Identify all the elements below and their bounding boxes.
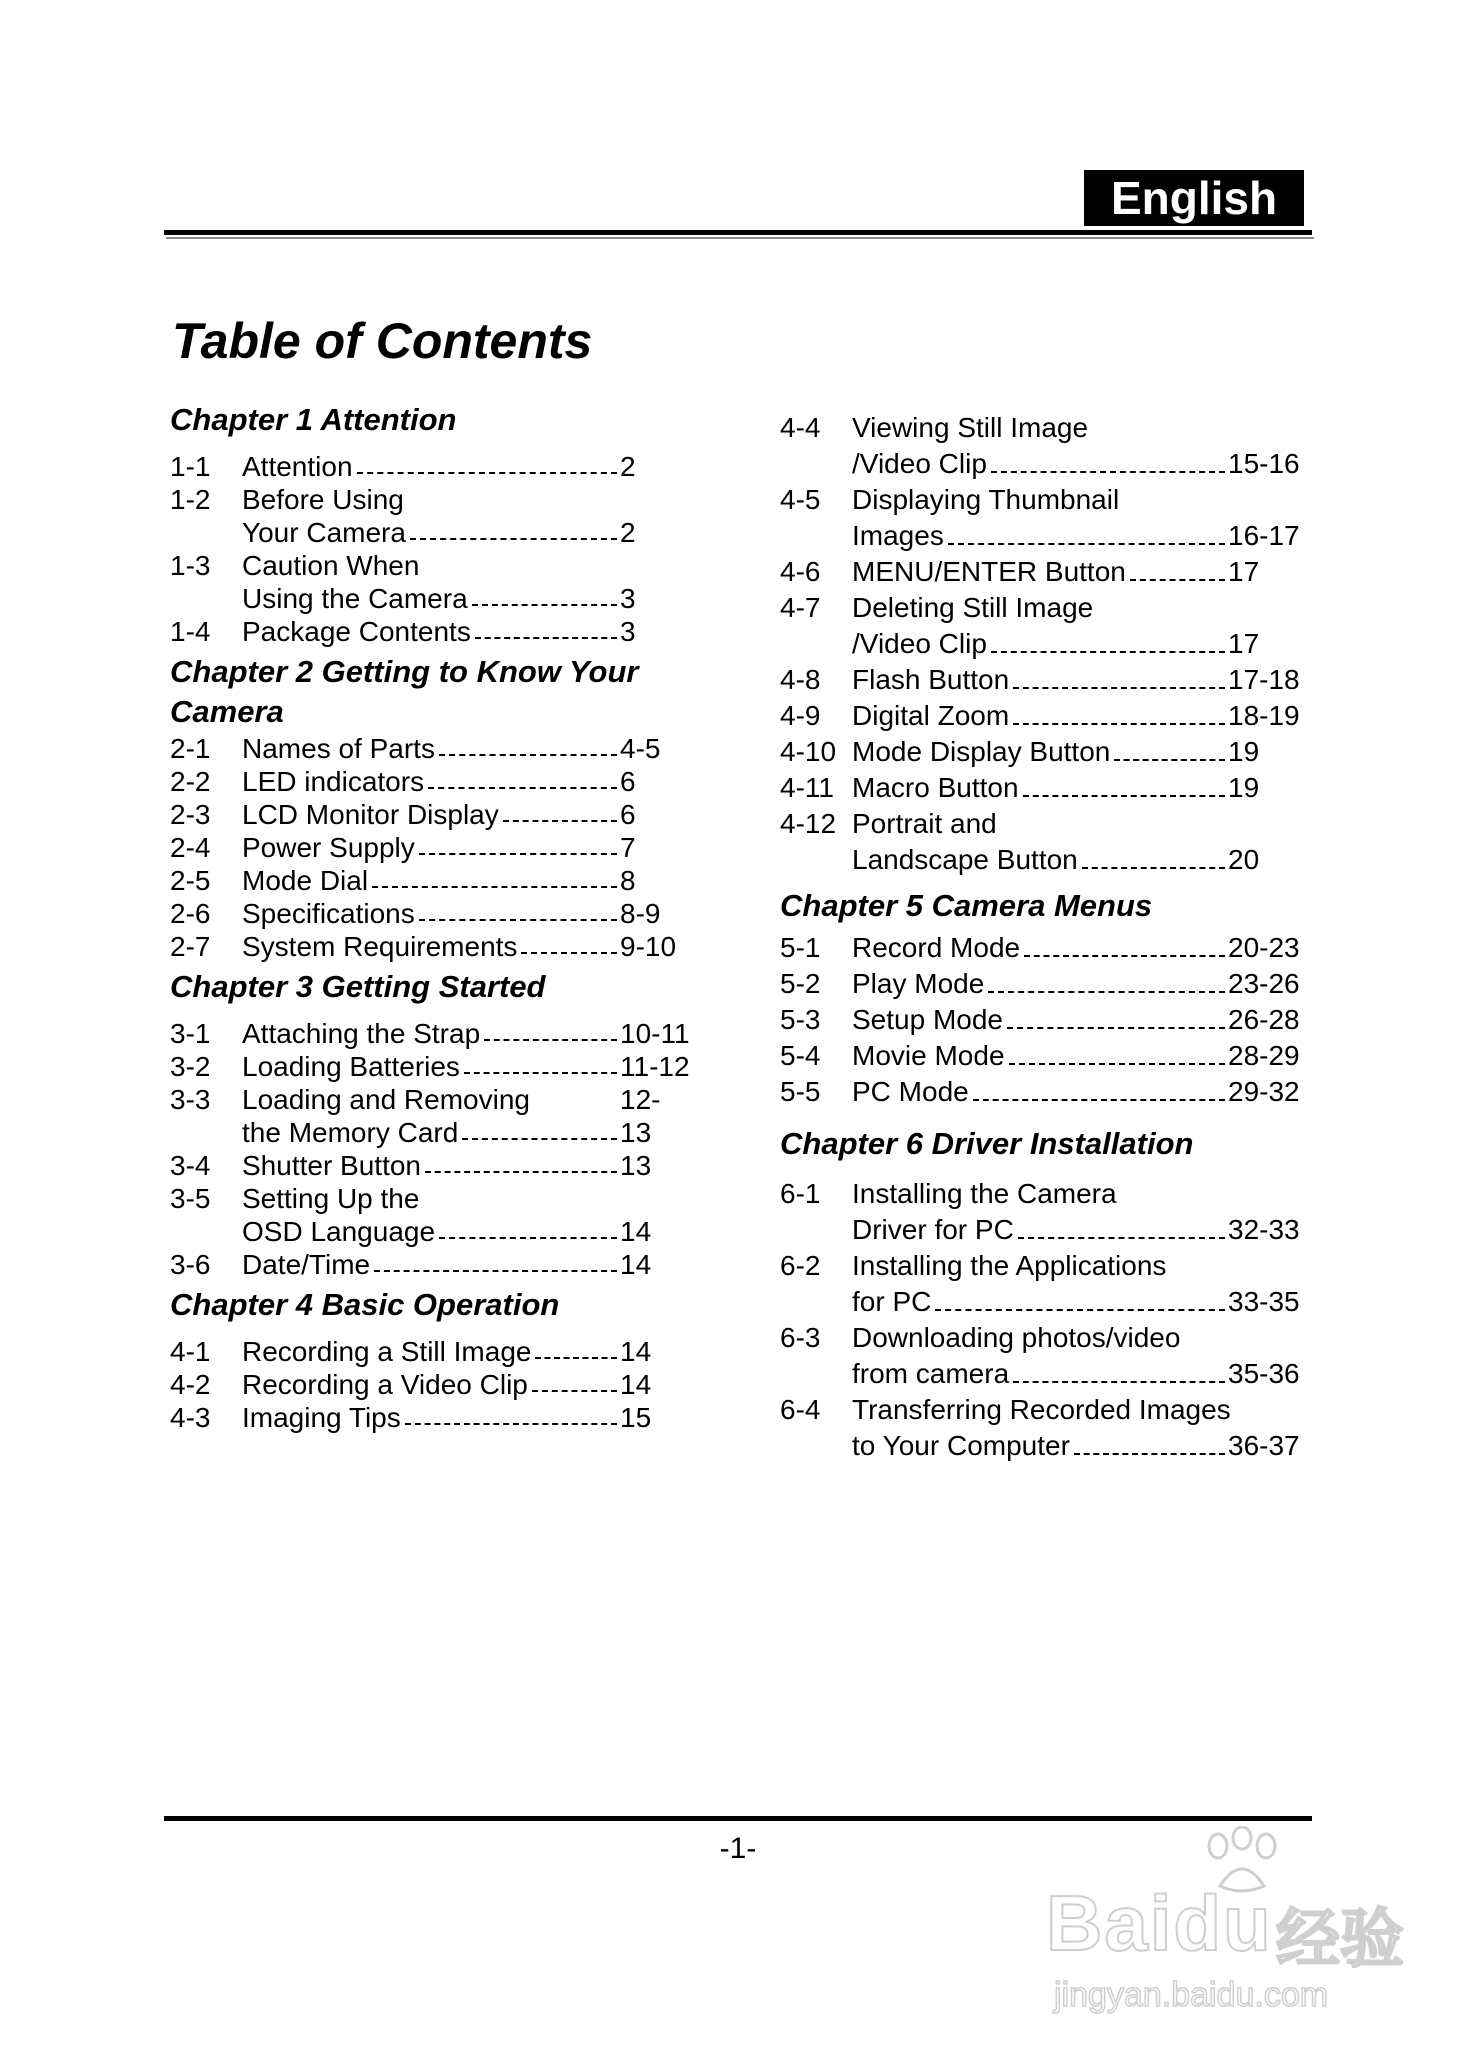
entry-page: 35-36	[1228, 1358, 1300, 1389]
entry-page: 28-29	[1228, 1040, 1300, 1071]
entry-number: 4-4	[780, 412, 821, 443]
chapter-heading: Camera	[170, 694, 284, 729]
entry-page: 2	[620, 517, 636, 548]
dot-leader	[472, 604, 617, 606]
toc-entry	[780, 410, 1300, 482]
chapter-heading: Chapter 4 Basic Operation	[170, 1287, 560, 1322]
entry-number: 4-3	[170, 1402, 211, 1433]
toc-line	[780, 1212, 1300, 1248]
entry-page: 8-9	[620, 898, 661, 929]
entry-title: the Memory Card	[242, 1117, 459, 1148]
dot-leader	[1018, 1237, 1225, 1239]
toc-entry	[780, 1002, 1300, 1038]
dot-leader	[1013, 1381, 1225, 1383]
toc-entry	[170, 765, 690, 798]
entry-page: 14	[620, 1369, 652, 1400]
toc-entry	[780, 770, 1300, 806]
toc-line	[170, 1050, 690, 1083]
toc-line	[170, 1182, 690, 1215]
toc-line	[170, 798, 690, 831]
entry-number: 2-5	[170, 865, 211, 896]
toc-entry	[170, 1050, 690, 1083]
dot-leader	[1007, 1027, 1225, 1029]
entry-title: Deleting Still Image	[852, 592, 1094, 623]
toc-entry	[780, 1392, 1300, 1464]
entry-page: 23-26	[1228, 968, 1300, 999]
toc-entry	[170, 1401, 690, 1434]
dot-leader	[1023, 795, 1225, 797]
toc-line	[780, 662, 1300, 698]
toc-line	[170, 1368, 690, 1401]
dot-leader	[419, 853, 617, 855]
entry-number: 4-5	[780, 484, 821, 515]
entry-title: /Video Clip	[852, 628, 987, 659]
header-rule	[164, 230, 1312, 235]
entry-page: 32-33	[1228, 1214, 1300, 1245]
entry-page: 2	[620, 451, 636, 482]
toc-line	[170, 582, 690, 615]
watermark-url: jingyan.baidu.com	[1054, 1976, 1329, 2014]
entry-number: 4-9	[780, 700, 821, 731]
toc-left-column	[170, 400, 690, 1434]
entry-number: 4-10	[780, 736, 837, 767]
entry-page: 26-28	[1228, 1004, 1300, 1035]
dot-leader	[439, 1237, 617, 1239]
baidu-watermark	[1046, 1826, 1406, 2046]
toc-line	[780, 1176, 1300, 1212]
entry-number: 2-6	[170, 898, 211, 929]
entry-title: System Requirements	[242, 931, 518, 962]
toc-line	[780, 698, 1300, 734]
dot-leader	[425, 1171, 617, 1173]
entry-title: Caution When	[242, 550, 420, 581]
entry-title: Your Camera	[242, 517, 406, 548]
dot-leader	[935, 1309, 1225, 1311]
toc-line	[170, 516, 690, 549]
entry-title: Imaging Tips	[242, 1402, 401, 1433]
toc-entry	[170, 798, 690, 831]
chapter-heading: Chapter 2 Getting to Know Your	[170, 654, 639, 689]
entry-title: to Your Computer	[852, 1430, 1070, 1461]
entry-title: Using the Camera	[242, 583, 468, 614]
toc-line	[780, 446, 1300, 482]
dot-leader	[1013, 687, 1225, 689]
entry-page: 11-12	[620, 1051, 690, 1082]
entry-page: 14	[620, 1249, 652, 1280]
toc-entry	[170, 864, 690, 897]
entry-title: Installing the Applications	[852, 1250, 1167, 1281]
toc-entry	[170, 732, 690, 765]
toc-line	[780, 1428, 1300, 1464]
toc-line	[170, 1248, 690, 1281]
entry-title: MENU/ENTER Button	[852, 556, 1126, 587]
entry-title: Shutter Button	[242, 1150, 422, 1181]
entry-title: for PC	[852, 1286, 932, 1317]
entry-number: 1-4	[170, 616, 211, 647]
dot-leader	[1074, 1453, 1225, 1455]
dot-leader	[374, 1270, 617, 1272]
toc-line	[780, 1038, 1300, 1074]
entry-number: 5-1	[780, 932, 821, 963]
toc-entry	[170, 549, 690, 615]
chapter-heading: Chapter 3 Getting Started	[170, 969, 546, 1004]
entry-number: 4-8	[780, 664, 821, 695]
toc-line	[170, 897, 690, 930]
toc-entry	[780, 1074, 1300, 1110]
entry-title: Names of Parts	[242, 733, 435, 764]
header-rule-shadow	[166, 237, 1314, 239]
entry-number: 1-2	[170, 484, 211, 515]
entry-page: 17	[1228, 556, 1260, 587]
entry-number: 2-3	[170, 799, 211, 830]
entry-title: OSD Language	[242, 1216, 436, 1247]
entry-title: Before Using	[242, 484, 404, 515]
toc-entry	[170, 483, 690, 549]
entry-title: Macro Button	[852, 772, 1019, 803]
entry-title: Recording a Video Clip	[242, 1369, 528, 1400]
toc-line	[780, 518, 1300, 554]
toc-line	[780, 554, 1300, 590]
toc-entry	[170, 615, 690, 648]
entry-page: 12-13	[620, 1084, 661, 1148]
entry-number: 5-2	[780, 968, 821, 999]
entry-number: 2-2	[170, 766, 211, 797]
entry-page: 18-19	[1228, 700, 1300, 731]
toc-line	[780, 626, 1300, 662]
entry-title: LED indicators	[242, 766, 425, 797]
entry-title: Driver for PC	[852, 1214, 1014, 1245]
entry-number: 6-1	[780, 1178, 821, 1209]
entry-title: Flash Button	[852, 664, 1010, 695]
entry-page: 8	[620, 865, 636, 896]
toc-line	[170, 1017, 690, 1050]
toc-entry	[780, 698, 1300, 734]
dot-leader	[1082, 867, 1225, 869]
toc-entry	[780, 806, 1300, 878]
entry-number: 4-12	[780, 808, 837, 839]
toc-entry	[780, 966, 1300, 1002]
entry-page: 17	[1228, 628, 1260, 659]
entry-number: 5-4	[780, 1040, 821, 1071]
entry-page: 20-23	[1228, 932, 1300, 963]
entry-number: 4-7	[780, 592, 821, 623]
chapter-heading: Chapter 1 Attention	[170, 402, 457, 437]
toc-line	[170, 483, 690, 516]
dot-leader	[439, 754, 617, 756]
dot-leader	[410, 538, 617, 540]
entry-title: from camera	[852, 1358, 1010, 1389]
page-number: -1-	[719, 1832, 757, 1865]
dot-leader	[464, 1072, 617, 1074]
dot-leader	[535, 1357, 617, 1359]
entry-title: Attaching the Strap	[242, 1018, 481, 1049]
entry-number: 4-6	[780, 556, 821, 587]
dot-leader	[1009, 1063, 1225, 1065]
chapter-heading: Chapter 5 Camera Menus	[780, 888, 1153, 923]
dot-leader	[484, 1039, 617, 1041]
dot-leader	[521, 952, 617, 954]
toc-line	[170, 765, 690, 798]
footer-rule	[164, 1816, 1312, 1821]
entry-title: Setting Up the	[242, 1183, 420, 1214]
entry-page: 13	[620, 1150, 652, 1181]
toc-entry	[780, 1176, 1300, 1248]
toc-entry	[170, 1368, 690, 1401]
toc-line	[780, 734, 1300, 770]
language-badge: English	[1084, 170, 1304, 226]
entry-title: Installing the Camera	[852, 1178, 1117, 1209]
entry-page: 3	[620, 616, 636, 647]
entry-number: 2-7	[170, 931, 211, 962]
entry-number: 3-3	[170, 1084, 211, 1115]
entry-number: 3-5	[170, 1183, 211, 1214]
toc-line	[780, 1356, 1300, 1392]
entry-number: 5-3	[780, 1004, 821, 1035]
page-title: Table of Contents	[172, 313, 593, 369]
toc-line	[780, 1284, 1300, 1320]
entry-page: 3	[620, 583, 636, 614]
entry-page: 15-16	[1228, 448, 1300, 479]
entry-page: 4-5	[620, 733, 661, 764]
dot-leader	[991, 471, 1225, 473]
entry-title: Recording a Still Image	[242, 1336, 532, 1367]
toc-line	[170, 732, 690, 765]
dot-leader	[1024, 955, 1225, 957]
entry-title: Date/Time	[242, 1249, 371, 1280]
toc-line	[780, 930, 1300, 966]
entry-title: Portrait and	[852, 808, 997, 839]
toc-line	[780, 1248, 1300, 1284]
toc-entry	[780, 482, 1300, 554]
dot-leader	[419, 919, 617, 921]
entry-number: 6-4	[780, 1394, 821, 1425]
dot-leader	[1114, 759, 1225, 761]
dot-leader	[503, 820, 617, 822]
dot-leader	[405, 1423, 617, 1425]
toc-line	[780, 966, 1300, 1002]
entry-title: Downloading photos/video	[852, 1322, 1181, 1353]
toc-entry	[170, 1248, 690, 1281]
entry-number: 1-3	[170, 550, 211, 581]
entry-number: 6-3	[780, 1322, 821, 1353]
entry-title: LCD Monitor Display	[242, 799, 499, 830]
entry-page: 17-18	[1228, 664, 1300, 695]
toc-entry	[780, 554, 1300, 590]
toc-line	[170, 450, 690, 483]
dot-leader	[973, 1099, 1225, 1101]
entry-number: 3-4	[170, 1150, 211, 1181]
entry-number: 4-11	[780, 772, 834, 803]
entry-number: 3-1	[170, 1018, 211, 1049]
toc-line	[780, 1320, 1300, 1356]
toc-line	[780, 1074, 1300, 1110]
toc-line	[170, 1149, 690, 1182]
entry-page: 19	[1228, 772, 1260, 803]
entry-title: Displaying Thumbnail	[852, 484, 1120, 515]
entry-title: Images	[852, 520, 944, 551]
dot-leader	[948, 543, 1225, 545]
entry-page: 19	[1228, 736, 1260, 767]
dot-leader	[1130, 579, 1225, 581]
dot-leader	[475, 637, 617, 639]
toc-entry	[780, 590, 1300, 662]
toc-entry	[170, 930, 690, 963]
entry-number: 1-1	[170, 451, 211, 482]
watermark-brand: Baidu	[1046, 1879, 1273, 1967]
entry-title: Power Supply	[242, 832, 415, 863]
toc-line	[780, 770, 1300, 806]
toc-line	[780, 1002, 1300, 1038]
toc-entry	[780, 734, 1300, 770]
entry-title: Play Mode	[852, 968, 985, 999]
entry-title: Movie Mode	[852, 1040, 1005, 1071]
toc-line	[170, 1335, 690, 1368]
toc-right-column	[780, 410, 1300, 1464]
toc-line	[780, 410, 1300, 446]
entry-title: Attention	[242, 451, 353, 482]
dot-leader	[991, 651, 1225, 653]
entry-title: Transferring Recorded Images	[852, 1394, 1231, 1425]
entry-number: 4-2	[170, 1369, 211, 1400]
entry-title: PC Mode	[852, 1076, 969, 1107]
entry-page: 7	[620, 832, 636, 863]
dot-leader	[532, 1390, 617, 1392]
toc-entry	[170, 1335, 690, 1368]
toc-entry	[780, 1320, 1300, 1392]
toc-entry	[170, 831, 690, 864]
entry-title: Mode Display Button	[852, 736, 1111, 767]
toc-line	[780, 482, 1300, 518]
entry-number: 2-4	[170, 832, 211, 863]
entry-page: 6	[620, 766, 636, 797]
entry-title: Viewing Still Image	[852, 412, 1089, 443]
toc-entry	[170, 450, 690, 483]
toc-entry	[170, 1182, 690, 1248]
chapter-heading: Chapter 6 Driver Installation	[780, 1126, 1194, 1161]
toc-entry	[170, 1017, 690, 1050]
entry-title: Setup Mode	[852, 1004, 1003, 1035]
entry-number: 4-1	[170, 1336, 211, 1367]
entry-title: Digital Zoom	[852, 700, 1010, 731]
entry-title: Package Contents	[242, 616, 471, 647]
toc-entry	[780, 1038, 1300, 1074]
dot-leader	[988, 991, 1225, 993]
entry-number: 3-6	[170, 1249, 211, 1280]
dot-leader	[428, 787, 617, 789]
dot-leader	[462, 1138, 617, 1140]
dot-leader	[1013, 723, 1225, 725]
toc-line	[170, 864, 690, 897]
entry-number: 6-2	[780, 1250, 821, 1281]
entry-title: Loading Batteries	[242, 1051, 460, 1082]
entry-page: 10-11	[620, 1018, 690, 1049]
toc-line	[780, 1392, 1300, 1428]
entry-title: Landscape Button	[852, 844, 1078, 875]
toc-entry	[780, 662, 1300, 698]
toc-line	[170, 549, 690, 582]
entry-page: 36-37	[1228, 1430, 1300, 1461]
entry-page: 29-32	[1228, 1076, 1300, 1107]
entry-page: 33-35	[1228, 1286, 1300, 1317]
entry-page: 20	[1228, 844, 1260, 875]
entry-page: 9-10	[620, 931, 677, 962]
toc-line	[780, 842, 1300, 878]
toc-line	[170, 1401, 690, 1434]
toc-line	[170, 615, 690, 648]
entry-page: 15	[620, 1402, 652, 1433]
entry-page: 14	[620, 1336, 652, 1367]
toc-entry	[780, 930, 1300, 966]
toc-entry	[170, 1083, 690, 1149]
entry-title: Specifications	[242, 898, 415, 929]
entry-number: 2-1	[170, 733, 211, 764]
toc-line	[170, 1083, 690, 1116]
entry-title: /Video Clip	[852, 448, 987, 479]
toc-line	[780, 806, 1300, 842]
dot-leader	[372, 886, 617, 888]
toc-entry	[780, 1248, 1300, 1320]
toc-entry	[170, 1149, 690, 1182]
toc-entry	[170, 897, 690, 930]
entry-page: 14	[620, 1216, 652, 1247]
entry-title: Record Mode	[852, 932, 1021, 963]
toc-line	[170, 1215, 690, 1248]
toc-line	[170, 831, 690, 864]
entry-title: Loading and Removing	[242, 1084, 530, 1115]
entry-number: 3-2	[170, 1051, 211, 1082]
entry-page: 6	[620, 799, 636, 830]
dot-leader	[357, 472, 617, 474]
entry-page: 16-17	[1228, 520, 1300, 551]
entry-number: 5-5	[780, 1076, 821, 1107]
watermark-chinese: 经验	[1276, 1903, 1404, 1975]
toc-line	[170, 930, 690, 963]
toc-line	[780, 590, 1300, 626]
entry-title: Mode Dial	[242, 865, 369, 896]
